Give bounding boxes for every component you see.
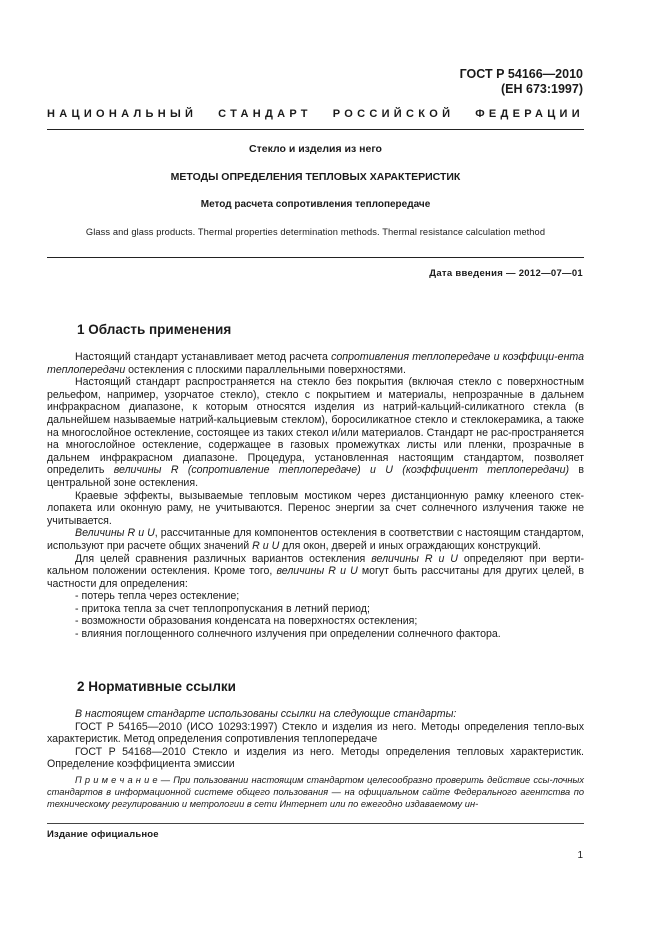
en-number: (ЕН 673:1997) [501, 82, 583, 96]
edition-label: Издание официальное [47, 829, 159, 840]
reference-1: ГОСТ Р 54165—2010 (ИСО 10293:1997) Стекло и изделия из него. Методы определения тепло-вых характеристик. Метод определения сопротивления теплопередаче [47, 720, 584, 746]
banner-word: СТАНДАРТ [218, 108, 312, 120]
note: П р и м е ч а н и е — При пользовании настоящим стандартом целесообразно проверить действие ссы-лочных стандартов в информационной системе общего пользования — на официальном сайте Федерального агентства по техническому регулированию и метрологии в сети Интернет или по ежегодно издаваемому ин- [47, 775, 584, 809]
title-line-3: Метод расчета сопротивления теплопередаче [200, 199, 431, 210]
top-divider [47, 129, 584, 130]
banner-word: ФЕДЕРАЦИИ [475, 108, 584, 120]
list-item: - влияния поглощенного солнечного излучения при определении солнечного фактора. [75, 628, 501, 641]
gost-header [460, 67, 583, 97]
footer-divider [47, 823, 584, 824]
paragraph: Для целей сравнения различных вариантов остекления величины R и U определяют при верти-кальном положении остекления. Кроме того, величины R и U могут быть рассчитаны для других целей, в частности для определения: [47, 552, 585, 590]
paragraph: Настоящий стандарт распространяется на стекло без покрытия (включая стекло с поверхностным рельефом, например, узорчатое стекло), стекло с покрытием и материалы, непрозрачные в дальнем инфракрасном диапазоне, к которым относятся изделия из натрий-кальций-силикатного стекла (в дальнейшем называемые натрий-кальциевым стеклом), боросиликатное стекло и стеклокерамика, а также на многослойное остекление, состоящее из таких стекол и/или материалов. Стандарт не рас-пространяется на многослойное остекление, содержащее в газовых промежутках листы или пленки, прозрачные в дальнем инфракрасном диапазоне. Процедура, установленная настоящим стандартом, позволяет определить величины R (сопротивление теплопередаче) и U (коэффициент теплопередачи) в центральной зоне остекления. [47, 376, 584, 489]
section-1-body [47, 351, 584, 641]
banner-word: РОССИЙСКОЙ [332, 108, 455, 120]
list-item: - возможности образования конденсата на поверхностях остекления; [75, 615, 418, 628]
english-title: Glass and glass products. Thermal properties determination methods. Thermal resistance calculation method [85, 227, 546, 237]
paragraph: Величины R и U, рассчитанные для компонентов остекления в соответствии с настоящим стандартом, используют при расчете общих значений R и U для окон, дверей и иных ограждающих конструкций. [47, 527, 584, 552]
list-item: - потерь тепла через остекление; [75, 590, 240, 603]
section-2-heading: 2 Нормативные ссылки [77, 679, 236, 694]
title-line-1: Стекло и изделия из него [249, 143, 382, 155]
paragraph: В настоящем стандарте использованы ссылки на следующие стандарты: [75, 708, 457, 720]
paragraph: Настоящий стандарт устанавливает метод расчета сопротивления теплопередаче и коэффици-ента теплопередачи остекления с плоскими параллельными поверхностями. [47, 351, 585, 376]
banner-word: НАЦИОНАЛЬНЫЙ [47, 108, 198, 120]
national-standard-banner [47, 108, 584, 120]
paragraph: Краевые эффекты, вызываемые тепловым мостиком через дистанционную рамку клееного стек-лопакета или оконную раму, не учитываются. Перенос энергии за счет солнечного излучения также не учитывается. [47, 489, 584, 527]
reference-2: ГОСТ Р 54168—2010 Стекло и изделия из него. Методы определения тепловых характеристик. Определение коэффициента эмиссии [47, 745, 584, 771]
title-line-2: МЕТОДЫ ОПРЕДЕЛЕНИЯ ТЕПЛОВЫХ ХАРАКТЕРИСТИК [170, 171, 461, 183]
list-item: - притока тепла за счет теплопропускания в летний период; [75, 602, 370, 615]
title-divider [47, 257, 584, 258]
date-of-introduction: Дата введения — 2012—07—01 [429, 268, 583, 279]
section-1-heading: 1 Область применения [77, 322, 232, 337]
gost-number: ГОСТ Р 54166—2010 [459, 67, 583, 81]
page-number: 1 [577, 850, 583, 861]
section-2-body [47, 708, 584, 771]
